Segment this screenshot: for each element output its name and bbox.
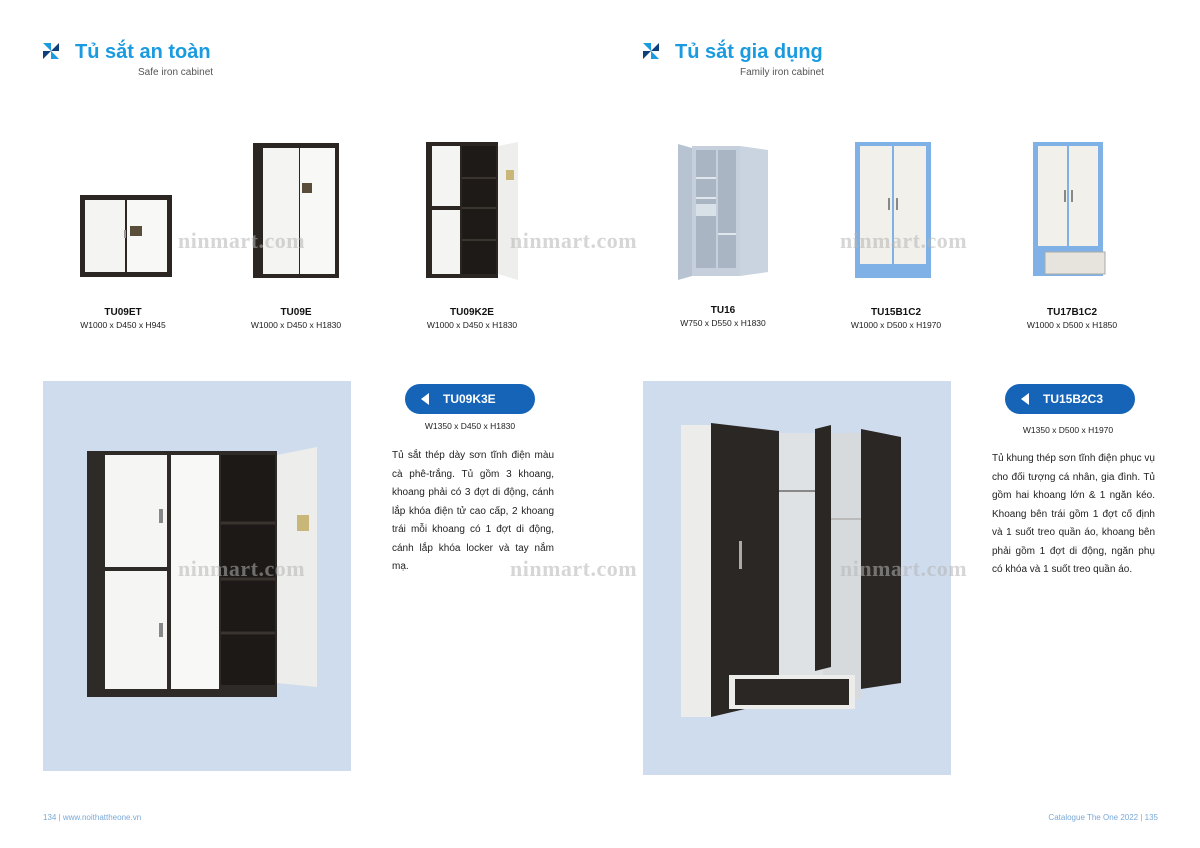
tu09k2e-cabinet-image bbox=[426, 142, 544, 280]
product-code: TU09E bbox=[280, 307, 312, 318]
product-caption-tu16 bbox=[633, 305, 813, 328]
product-dimensions: W1000 x D500 x H1970 bbox=[850, 320, 942, 330]
product-dimensions: W1000 x D450 x H945 bbox=[80, 320, 166, 330]
product-dimensions: W1000 x D450 x H1830 bbox=[426, 320, 518, 330]
arrow-left-icon bbox=[1021, 393, 1029, 405]
arrow-left-icon bbox=[421, 393, 429, 405]
watermark-text: ninmart.com bbox=[510, 556, 638, 581]
footer-left: 134 | www.noithattheone.vn bbox=[43, 813, 142, 822]
tu09e-cabinet-image bbox=[253, 143, 339, 278]
product-code: TU09ET bbox=[104, 307, 142, 318]
watermark-text: ninmart.com bbox=[178, 556, 306, 581]
watermark-text: ninmart.com bbox=[840, 556, 968, 581]
right-section-subtitle: Family iron cabinet bbox=[740, 67, 824, 78]
watermark-text: ninmart.com bbox=[178, 228, 306, 253]
product-dimensions: W750 x D550 x H1830 bbox=[680, 318, 766, 328]
brand-pinwheel-icon bbox=[42, 42, 60, 60]
left-section-subtitle: Safe iron cabinet bbox=[138, 67, 214, 78]
tu17b1c2-cabinet-image bbox=[1033, 142, 1107, 278]
featured-code: TU15B2C3 bbox=[1043, 392, 1104, 406]
right-section-title: Tủ sắt gia dụng bbox=[675, 41, 823, 63]
product-caption-tu09et bbox=[33, 307, 213, 330]
product-dimensions: W1000 x D450 x H1830 bbox=[250, 320, 342, 330]
product-caption-tu09k2e bbox=[382, 307, 562, 330]
brand-pinwheel-icon bbox=[642, 42, 660, 60]
tu15b2c3-dimensions: W1350 x D500 x H1970 bbox=[1022, 425, 1114, 435]
product-code: TU16 bbox=[710, 305, 736, 316]
product-dimensions: W1000 x D500 x H1850 bbox=[1026, 320, 1118, 330]
tu09k3e-description: Tủ sắt thép dày sơn tĩnh điện màu cà phê-trắng. Tủ gồm 3 khoang, khoang phải có 3 đợt di động, cánh lắp khóa điện tử cao cấp, 2 khoang trái mỗi khoang có 1 đợt di động, cánh lắp khóa locker và tay nắm mạ. bbox=[392, 450, 554, 572]
tu09k3e-code-pill bbox=[405, 384, 535, 414]
tu16-cabinet-image bbox=[678, 142, 770, 280]
footer-right: Catalogue The One 2022 | 135 bbox=[1048, 813, 1158, 822]
tu15b1c2-cabinet-image bbox=[855, 142, 931, 278]
left-section-title: Tủ sắt an toàn bbox=[75, 41, 211, 63]
featured-code: TU09K3E bbox=[443, 392, 496, 406]
tu15b2c3-description: Tủ khung thép sơn tĩnh điện phục vụ cho đối tượng cá nhân, gia đình. Tủ gồm hai khoang lớn & 1 ngăn kéo. Khoang bên trái gồm 1 đợt cố định và 1 suốt treo quần áo, khoang bên phải gồm 1 đợt di động, ngăn phụ có khóa và 1 suốt treo quần áo. bbox=[992, 453, 1155, 575]
watermark-text: ninmart.com bbox=[510, 228, 638, 253]
product-caption-tu17b1c2 bbox=[982, 307, 1162, 330]
product-code: TU17B1C2 bbox=[1046, 307, 1098, 318]
product-caption-tu15b1c2 bbox=[806, 307, 986, 330]
tu15b2c3-code-pill bbox=[1005, 384, 1135, 414]
product-code: TU15B1C2 bbox=[870, 307, 922, 318]
watermark-text: ninmart.com bbox=[840, 228, 968, 253]
product-code: TU09K2E bbox=[450, 307, 494, 318]
tu09et-cabinet-image bbox=[80, 195, 172, 277]
product-caption-tu09e bbox=[206, 307, 386, 330]
tu09k3e-dimensions: W1350 x D450 x H1830 bbox=[424, 421, 516, 431]
